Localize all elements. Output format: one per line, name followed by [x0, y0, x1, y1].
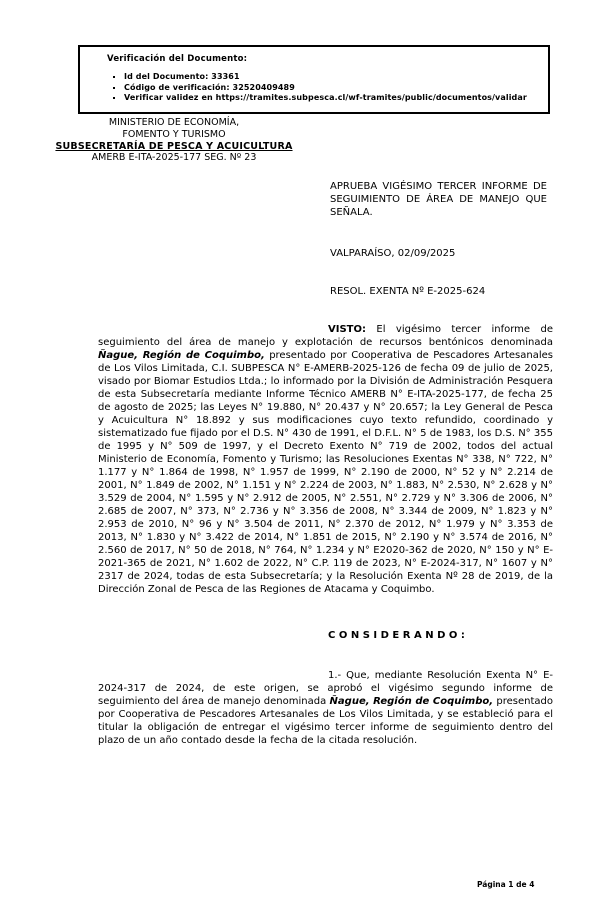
resolution-subject: APRUEBA VIGÉSIMO TERCER INFORME DE SEGUIMIENTO DE ÁREA DE MANEJO QUE SEÑALA. — [330, 181, 547, 218]
considerando-item-1 — [98, 669, 553, 747]
item1-text-after-area: presentado por Cooperativa de Pescadores Artesanales de Los Vilos Limitada, y se estableció para el titular la obligación de entregar el vigésimo tercer informe de seguimiento dentro del plazo de un año contado desde la fecha de la citada resolución. — [98, 696, 553, 746]
management-area-name-2: Ñague, Región de Coquimbo, — [329, 696, 494, 707]
management-area-name: Ñague, Región de Coquimbo, — [98, 350, 265, 361]
verification-title: Verificación del Documento: — [107, 54, 248, 64]
considerando-heading: CONSIDERANDO: — [328, 630, 469, 641]
verification-code: ▪ Código de verificación: 32520409489 — [124, 83, 540, 94]
visto-text-after-area: presentado por Cooperativa de Pescadores Artesanales de Los Vilos Limitada, C.I. SUBPESCA N° E-AMERB-2025-126 de fecha 09 de julio de 2025, visado por Biomar Estudios Ltda.; lo informado por la División de Administración Pesquera de esta Subsecretaría mediante Informe Técnico AMERB N° E-ITA-2025-177, de fecha 25 de agosto de 2025; las Leyes N° 19.880, N° 20.437 y N° 20.657; la Ley General de Pesca y Acuicultura N° 18.892 y sus modificaciones cuyo texto refundido, coordinado y sistematizado fue fijado por el D.S. N° 430 de 1991, el D.F.L. N° 5 de 1983, los D.S. N° 355 de 1995 y N° 509 de 1997, y el Decreto Exento N° 719 de 2002, todos del actual Ministerio de Economía, Fomento y Turismo; las Resoluciones Exentas N° 338, N° 722, N° 1.177 y N° 1.864 de 1998, N° 1.957 de 1999, N° 2.190 de 2000, N° 52 y N° 2.214 de 2001, N° 1.849 de 2002, N° 1.151 y N° 2.224 de 2003, N° 1.883, N° 2.530, N° 2.628 y N° 3.529 de 2004, N° 1.595 y N° 2.912 de 2005, N° 2.551, N° 2.729 y N° 3.306 de 2006, N° 2.685 de 2007, N° 373, N° 2.736 y N° 3.356 de 2008, N° 3.344 de 2009, N° 1.823 y N° 2.953 de 2010, N° 96 y N° 3.504 de 2011, N° 2.370 de 2012, N° 1.979 y N° 3.353 de 2013, N° 1.830 y N° 3.422 de 2014, N° 1.851 de 2015, N° 2.190 y N° 3.574 de 2016, N° 2.560 de 2017, N° 50 de 2018, N° 764, N° 1.234 y N° E2020-362 de 2020, N° 150 y N° E-2021-365 de 2021, N° 1.602 de 2022, N° C.P. 119 de 2023, N° E-2024-317, N° 1607 y N° 2317 de 2024, todas de esta Subsecretaría; y la Resolución Exenta Nº 28 de 2019, de la Dirección Zonal de Pesca de las Regiones de Atacama y Coquimbo. — [98, 350, 553, 595]
item1-text-before-area: 1.- Que, mediante Resolución Exenta N° E-2024-317 de 2024, de este origen, se aprobó el vigésimo segundo informe de seguimiento del área de manejo denominada — [98, 670, 553, 707]
ministry-line-2: FOMENTO Y TURISMO — [122, 128, 226, 140]
document-body — [98, 323, 553, 747]
resolution-number: RESOL. EXENTA Nº E-2025-624 — [330, 286, 486, 297]
verification-list — [92, 72, 540, 104]
visto-label: VISTO: — [328, 324, 366, 335]
verification-document-id: ▪ Id del Documento: 33361 — [124, 72, 540, 83]
ministry-line-1: MINISTERIO DE ECONOMÍA, — [108, 117, 240, 128]
visto-text-before-area: El vigésimo tercer informe de seguimiento del área de manejo y explotación de recursos bentónicos denominada — [98, 324, 553, 348]
verification-url[interactable]: ▪ Verificar validez en https://tramites.subpesca.cl/wf-tramites/public/documentos/validar — [124, 93, 540, 104]
document-reference: AMERB E-ITA-2025-177 SEG. Nº 23 — [91, 152, 257, 164]
subsecretaria-title: SUBSECRETARÍA DE PESCA Y ACUICULTURA — [55, 140, 293, 152]
page-number: Página 1 de 4 — [477, 880, 535, 889]
subject-block — [330, 180, 547, 298]
verification-box — [78, 45, 550, 114]
letterhead — [28, 117, 320, 164]
visto-paragraph — [98, 323, 553, 596]
place-and-date: VALPARAÍSO, 02/09/2025 — [330, 248, 456, 259]
